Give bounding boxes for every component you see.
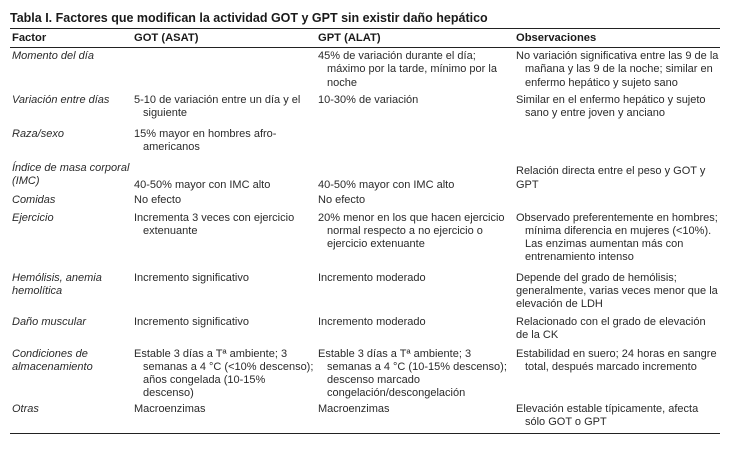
cell-obs — [514, 92, 720, 126]
cell-gpt-text: 20% menor en los que hacen ejercicio normal respecto a no ejercicio o ejercicio extenuante — [318, 211, 505, 251]
cell-got: No efecto — [134, 193, 182, 206]
cell-factor: Otras — [10, 401, 132, 434]
table-row — [10, 270, 720, 314]
factors-table — [10, 29, 720, 434]
cell-gpt — [316, 346, 514, 401]
table-row — [10, 48, 720, 92]
cell-got — [132, 48, 316, 92]
cell-gpt: Macroenzimas — [316, 401, 514, 434]
table-row — [10, 192, 720, 210]
cell-gpt — [316, 210, 514, 270]
cell-gpt-text: 45% de variación durante el día; máximo por la tarde, mínimo por la noche — [318, 50, 497, 89]
cell-got — [132, 346, 316, 401]
table-row — [10, 126, 720, 160]
cell-gpt: 40-50% mayor con IMC alto — [318, 178, 455, 191]
cell-obs-text: Estabilidad en suero; 24 horas en sangre total, después marcado incremento — [516, 347, 717, 373]
cell-gpt: 10-30% de variación — [318, 93, 419, 106]
cell-got: Macroenzimas — [132, 401, 316, 434]
cell-got — [132, 92, 316, 126]
cell-got — [132, 210, 316, 270]
table-row — [10, 314, 720, 346]
cell-obs-text: Elevación estable típicamente, afecta sólo GOT o GPT — [516, 402, 699, 428]
cell-got — [132, 126, 316, 160]
cell-factor: Raza/sexo — [12, 127, 64, 140]
cell-got-text: 5-10 de variación entre un día y el siguiente — [134, 93, 301, 119]
cell-obs-text: Similar en el enfermo hepático y sujeto sano y entre joven y anciano — [516, 93, 706, 119]
cell-factor: Daño muscular — [12, 315, 86, 328]
header-gpt: GPT (ALAT) — [316, 29, 514, 48]
cell-obs — [514, 126, 720, 160]
table-row — [10, 346, 720, 401]
cell-got-text: 15% mayor en hombres afro-americanos — [134, 127, 277, 153]
cell-got: 40-50% mayor con IMC alto — [134, 178, 271, 191]
cell-obs: Relación directa entre el peso y GOT y GPT — [516, 165, 706, 191]
cell-obs-text: No variación significativa entre las 9 de la mañana y las 9 de la noche; similar en enfermo hepático y sujeto sano — [516, 50, 719, 89]
cell-gpt — [316, 126, 514, 160]
cell-got-text: Incrementa 3 veces con ejercicio extenuante — [134, 211, 295, 237]
cell-gpt: No efecto — [318, 193, 366, 206]
cell-gpt: Incremento moderado — [318, 315, 426, 328]
cell-obs-text: Observado preferentemente en hombres; mínima diferencia en mujeres (<10%). Las enzimas aumentan más con entrenamiento intenso — [516, 211, 718, 264]
cell-obs — [514, 210, 720, 270]
table-row — [10, 401, 720, 434]
cell-factor: Variación entre días — [12, 93, 110, 106]
cell-got-text: Estable 3 días a Tª ambiente; 3 semanas a 4 °C (<10% descenso); años congelada (10-15% descenso) — [134, 347, 314, 400]
cell-factor: Índice de masa corporal (IMC) — [12, 161, 130, 187]
table-row — [10, 210, 720, 270]
cell-obs — [514, 48, 720, 92]
cell-gpt-text: Estable 3 días a Tª ambiente; 3 semanas a 4 °C (10-15% descenso); descenso marcado congelación/descongelación — [318, 347, 507, 400]
cell-obs — [514, 346, 720, 401]
header-got: GOT (ASAT) — [132, 29, 316, 48]
table-row — [10, 92, 720, 126]
table-header-row — [10, 29, 720, 48]
cell-got: Incremento significativo — [134, 315, 249, 328]
cell-factor: Ejercicio — [12, 211, 54, 224]
cell-factor: Condiciones de almacenamiento — [12, 347, 93, 373]
header-observaciones: Observaciones — [514, 29, 720, 48]
cell-got: Incremento significativo — [134, 271, 249, 284]
cell-gpt: Incremento moderado — [318, 271, 426, 284]
cell-factor: Hemólisis, anemia hemolítica — [12, 271, 102, 297]
cell-obs: Relacionado con el grado de elevación de la CK — [516, 315, 706, 341]
table-row — [10, 160, 720, 192]
table-title: Tabla I. Factores que modifican la actividad GOT y GPT sin existir daño hepático — [10, 10, 720, 29]
cell-factor: Comidas — [12, 193, 56, 206]
table-container — [10, 10, 720, 434]
cell-obs — [514, 401, 720, 434]
cell-obs — [514, 192, 720, 210]
cell-gpt — [316, 48, 514, 92]
cell-factor: Momento del día — [12, 50, 94, 63]
cell-obs: Depende del grado de hemólisis; generalmente, varias veces menor que la elevación de LDH — [516, 271, 718, 311]
header-factor: Factor — [10, 29, 132, 48]
